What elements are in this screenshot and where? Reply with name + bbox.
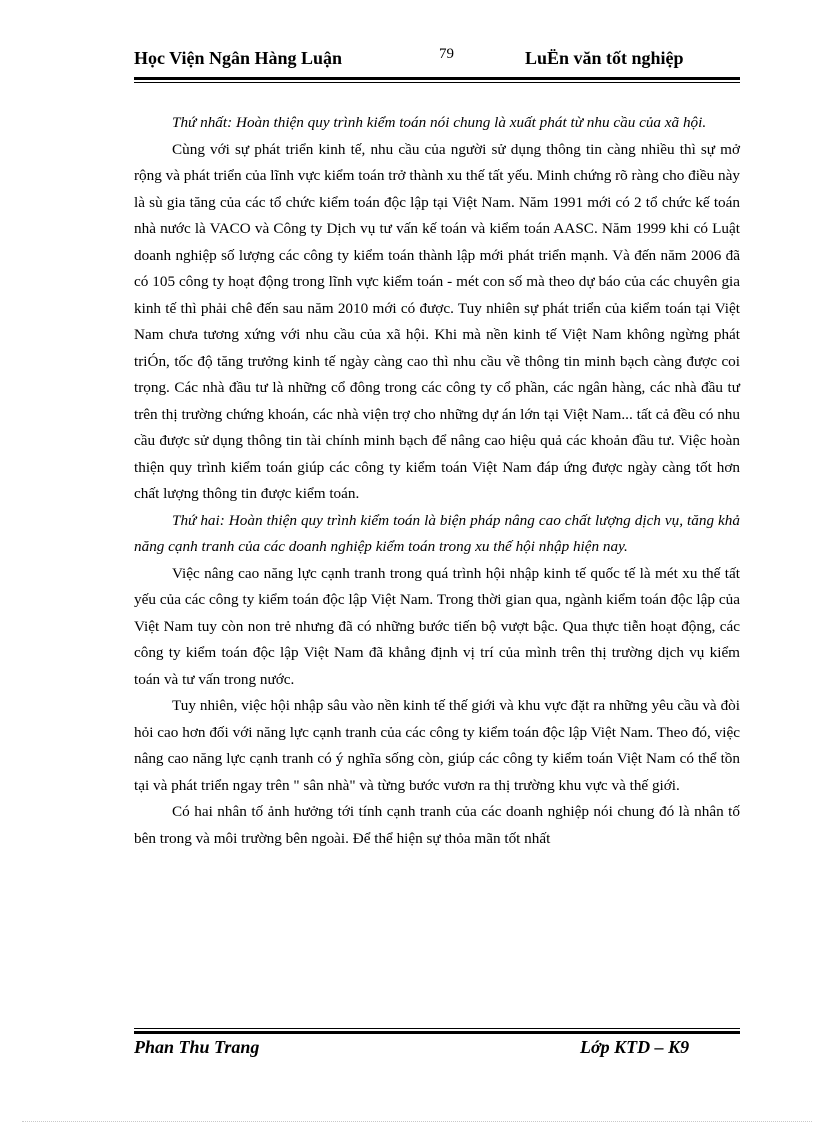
paragraph: Cùng với sự phát triển kinh tế, nhu cầu của người sử dụng thông tin càng nhiều thì sự mở rộng và phát triển của lĩnh vực kiểm toán trở thành xu thế tất yếu. Minh chứng rõ ràng cho điều này là sù gia tăng của các tổ chức kiểm toán độc lập tại Việt Nam. Năm 1991 mới có 2 tổ chức kế toán nhà nước là VACO và Công ty Dịch vụ tư vấn kế toán và kiểm toán AASC. Năm 1999 khi có Luật doanh nghiệp số lượng các công ty kiểm toán thành lập mới phát triển mạnh. Và đến năm 2006 đã có 105 công ty hoạt động trong lĩnh vực kiểm toán - mét con số mà theo dự báo của các chuyên gia kinh tế thì phải chê đến sau năm 2010 mới có được. Tuy nhiên sự phát triển của kiểm toán tại Việt Nam chưa tương xứng với nhu cầu của xã hội. Khi mà nền kinh tế Việt Nam không ngừng phát triÓn, tốc độ tăng trưởng kinh tế ngày càng cao thì nhu cầu về thông tin minh bạch càng được coi trọng. Các nhà đầu tư là những cổ đông trong các công ty cổ phần, các ngân hàng, các nhà đầu tư trên thị trường chứng khoán, các nhà viện trợ cho những dự án lớn tại Việt Nam... tất cả đều có nhu cầu được sử dụng thông tin tài chính minh bạch để nâng cao hiệu quả các khoản đầu tư. Việc hoàn thiện quy trình kiểm toán giúp các công ty kiểm toán Việt Nam đáp ứng được ngày càng tốt hơn chất lượng thông tin được kiểm toán. — [134, 140, 740, 502]
section-heading-first: Thứ nhất: Hoàn thiện quy trình kiểm toán nói chung là xuất phát từ nhu cầu của xã hội. — [172, 114, 707, 131]
paragraph: Tuy nhiên, việc hội nhập sâu vào nền kinh tế thế giới và khu vực đặt ra những yêu cầu và đòi hỏi cao hơn đối với năng lực cạnh tranh của các công ty kiểm toán độc lập Việt Nam. Theo đó, việc nâng cao năng lực cạnh tranh có ý nghĩa sống còn, giúp các công ty kiểm toán Việt Nam có thể tồn tại và phát triển ngay trên " sân nhà" và từng bước vươn ra thị trường khu vực và thế giới. — [134, 697, 740, 794]
paragraph: Việc nâng cao năng lực cạnh tranh trong quá trình hội nhập kinh tế quốc tế là mét xu thế tất yếu của các công ty kiểm toán độc lập Việt Nam. Trong thời gian qua, ngành kiểm toán độc lập của Việt Nam tuy còn non trẻ nhưng đã có những bước tiến bộ vượt bậc. Qua thực tiễn hoạt động, các công ty kiểm toán độc lập Việt Nam đã khẳng định vị trí của mình trên thị trường dịch vụ kiểm toán và tư vấn trong nước. — [134, 564, 740, 688]
footer-rule-thick — [134, 1031, 740, 1034]
footer-class: Lớp KTD – K9 — [580, 1037, 690, 1057]
section-heading-second: Thứ hai: Hoàn thiện quy trình kiểm toán là biện pháp nâng cao chất lượng dịch vụ, tăng khả năng cạnh tranh của các doanh nghiệp kiểm toán trong xu thế hội nhập hiện nay. — [134, 511, 740, 555]
header-rule-thick — [134, 77, 740, 80]
page-number: 79 — [439, 46, 454, 62]
header-rule-thin — [134, 82, 740, 83]
paragraph: Có hai nhân tố ảnh hưởng tới tính cạnh tranh của các doanh nghiệp nói chung đó là nhân tố bên trong và môi trường bên ngoài. Để thể hiện sự thỏa mãn tốt nhất — [134, 803, 740, 847]
header-institution: Học Viện Ngân Hàng Luận — [134, 48, 343, 68]
page-header — [134, 46, 740, 76]
header-document-type: LuËn văn tốt nghiệp — [525, 48, 684, 68]
footer-rule-thin — [134, 1028, 740, 1029]
footer-author: Phan Thu Trang — [134, 1037, 260, 1057]
body-text — [134, 110, 740, 852]
page-border-dots — [22, 1121, 812, 1122]
